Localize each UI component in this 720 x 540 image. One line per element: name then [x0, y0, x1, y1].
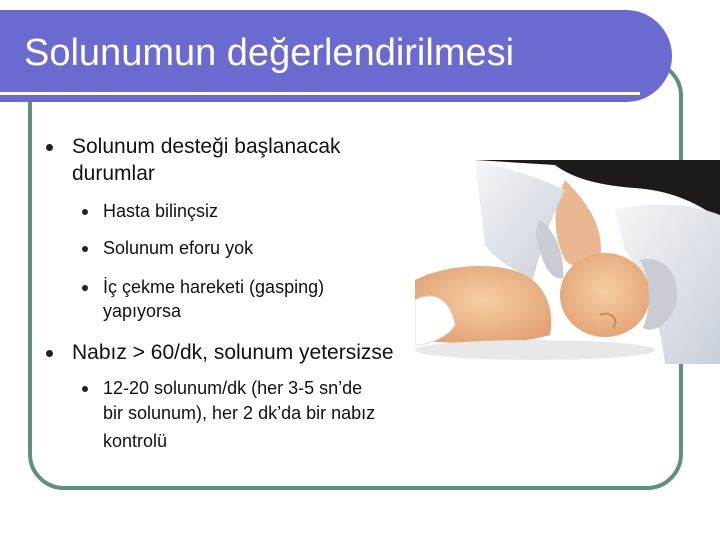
- sub-bullet-dot: [82, 209, 88, 215]
- sub-bullet-dot: [82, 246, 88, 252]
- sub-bullet-dot: [82, 285, 88, 291]
- sub-bullet-1: Hasta bilinçsiz: [103, 201, 219, 221]
- infant-rescue-breathing-photo: [415, 160, 720, 364]
- sub-bullet-3-line1: İç çekme hareketi (gasping): [103, 277, 325, 297]
- sub-bullet-4-line3: kontrolü: [103, 431, 168, 451]
- bullet-2-line1: Nabız > 60/dk, solunum yetersizse: [72, 341, 394, 364]
- sub-bullet-2: Solunum eforu yok: [103, 238, 254, 258]
- bullet-dot: [46, 144, 53, 151]
- bullet-dot: [46, 350, 53, 357]
- sub-bullet-dot: [82, 386, 88, 392]
- sub-bullet-4-line1: 12-20 solunum/dk (her 3-5 sn’de: [103, 378, 363, 398]
- slide-title: Solunumun değerlendirilmesi: [24, 32, 515, 74]
- sub-bullet-4-line2: bir solunum), her 2 dk’da bir nabız: [103, 403, 376, 423]
- bullet-1-line2: durumlar: [72, 162, 155, 185]
- bullet-1-line1: Solunum desteği başlanacak: [72, 135, 341, 158]
- sub-bullet-3-line2: yapıyorsa: [103, 301, 182, 321]
- title-underline: [0, 92, 640, 95]
